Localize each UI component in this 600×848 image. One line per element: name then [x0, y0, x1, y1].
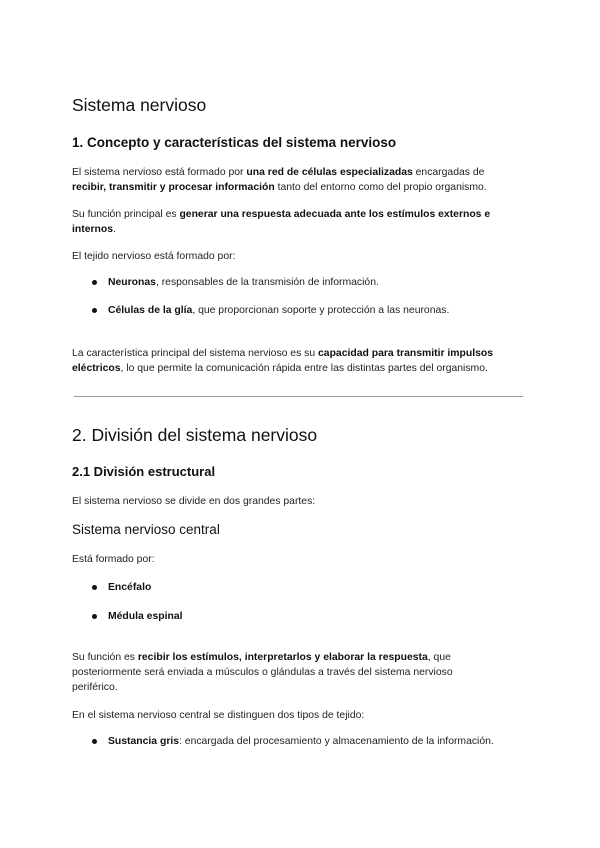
s2-paragraph-3-line-1: Su función es recibir los estímulos, interpretarlos y elaborar la respuesta, que: [72, 652, 451, 663]
s1-paragraph-1-line-2: recibir, transmitir y procesar información tanto del entorno como del propio organismo.: [72, 182, 487, 193]
document-title: Sistema nervioso: [72, 95, 207, 115]
s2-paragraph-2: Está formado por:: [72, 554, 155, 565]
bullet-dot: [92, 280, 97, 285]
horizontal-divider: [74, 396, 523, 397]
s2-paragraph-1: El sistema nervioso se divide en dos grandes partes:: [72, 496, 316, 507]
s2-paragraph-3-line-3: periférico.: [72, 682, 118, 693]
bullet-dot: [92, 585, 97, 590]
section-1-heading: 1. Concepto y características del sistema nervioso: [72, 135, 397, 150]
s2-paragraph-4: En el sistema nervioso central se distinguen dos tipos de tejido:: [72, 710, 365, 721]
s1-paragraph-4-line-1: La característica principal del sistema nervioso es su capacidad para transmitir impulsos: [72, 348, 493, 359]
bullet-dot: [92, 308, 97, 313]
bullet-dot: [92, 739, 97, 744]
s1-paragraph-4-line-2: eléctricos, lo que permite la comunicación rápida entre las distintas partes del organismo.: [72, 363, 488, 374]
bullet-dot: [92, 614, 97, 619]
s1-paragraph-2-line-2: internos.: [72, 224, 116, 235]
s2-bullet-2: Médula espinal: [108, 611, 183, 622]
subsection-2-1-heading: 2.1 División estructural: [72, 464, 216, 479]
subsection-snc-heading: Sistema nervioso central: [72, 522, 220, 537]
s2-bullet-1: Encéfalo: [108, 582, 152, 593]
s1-bullet-1: Neuronas, responsables de la transmisión de información.: [108, 277, 379, 288]
s1-paragraph-3: El tejido nervioso está formado por:: [72, 251, 236, 262]
s2-bullet-3: Sustancia gris: encargada del procesamiento y almacenamiento de la información.: [108, 736, 494, 747]
section-2-heading: 2. División del sistema nervioso: [72, 425, 318, 445]
s1-paragraph-1-line-1: El sistema nervioso está formado por una red de células especializadas encargadas de: [72, 167, 485, 178]
s1-bullet-2: Células de la glía, que proporcionan soporte y protección a las neuronas.: [108, 305, 450, 316]
s2-paragraph-3-line-2: posteriormente será enviada a músculos o glándulas a través del sistema nervioso: [72, 667, 453, 678]
s1-paragraph-2-line-1: Su función principal es generar una respuesta adecuada ante los estímulos externos e: [72, 209, 491, 220]
